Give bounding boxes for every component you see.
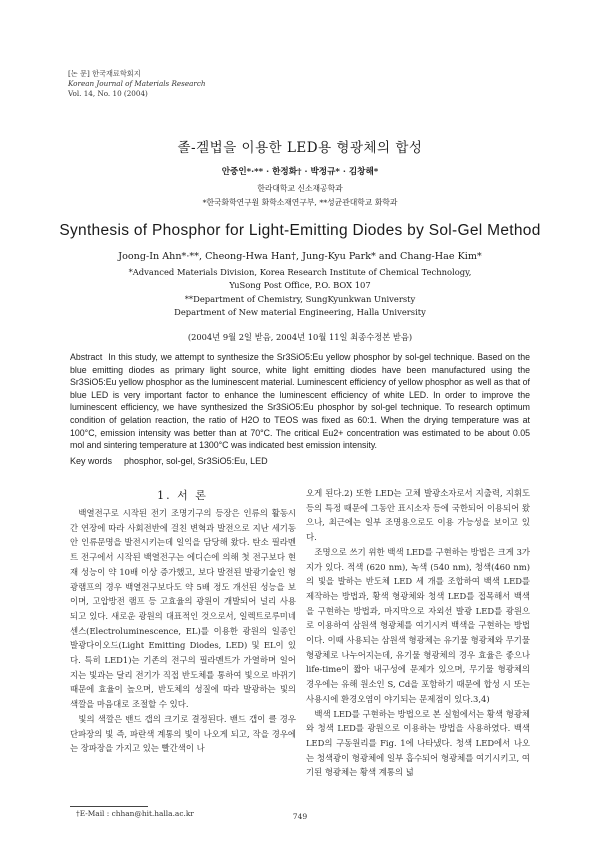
affiliation-kr-line: *한국화학연구원 화학소재연구부, **성균관대학교 화학과 <box>202 197 398 207</box>
abstract-text: In this study, we attempt to synthesize the Sr3SiO5:Eu yellow phosphor by sol-gel technique. Based on the blue emitting diodes as primary light source, white light emitting diodes have been manufactured using the Sr3SiO5:Eu yellow phosphor as the luminescent material. Luminescent efficiency of yellow phosphor as well as that of blue LED is very important factor to enhance the luminescent efficiency of white LED. In order to improve the luminescent efficiency, we have synthesized the Sr3SiO5:Eu phosphor by sol-gel technique. To research optimum condition of gelation reaction, the ratio of H2O to TEOS was fixed as 60:1. When the drying temperature was at 100°C, emission intensity was better than at 70°C. The critical Eu2+ concentration was estimated to be about 0.05 mol and sintering temperature at 1300°C was indicated best emission intensity. <box>70 352 530 451</box>
section-heading-introduction: 1. 서 론 <box>157 489 208 502</box>
body-paragraph: 백색 LED를 구현하는 방법으로 본 실험에서는 황색 형광체와 청색 LED를 광원으로 이용하는 방법을 사용하였다. 백색 LED의 구동원리를 Fig. 1에 나타냈다. 청색 LED에서 나오는 청색광이 형광체에 일부 흡수되어 형광체를 여기시키고, 여기된 형광체는 황색 계통의 넓 <box>306 708 530 778</box>
journal-line-en: Korean Journal of Materials Research <box>68 79 206 88</box>
affiliations-kr <box>0 182 600 209</box>
journal-header <box>68 69 206 99</box>
abstract <box>70 351 530 452</box>
body-column-left <box>70 506 296 756</box>
paper-title-kr: 졸-겔법을 이용한 LED용 형광체의 합성 <box>177 140 423 156</box>
authors-kr: 안중인*·** · 한정화† · 박정규* · 김창해* <box>221 167 379 177</box>
body-paragraph: 빛의 색깔은 밴드 갭의 크기로 결정된다. 밴드 갭이 클 경우 단파장의 빛 즉, 파란색 계통의 빛이 나오게 되고, 작을 경우에는 장파장을 가지고 있는 빨간색이 나 <box>70 713 296 754</box>
authors-en: Joong-In Ahn*·**, Cheong-Hwa Han†, Jung-Kyu Park* and Chang-Hae Kim* <box>118 251 482 262</box>
abstract-label: Abstract <box>70 352 103 362</box>
body-paragraph: 백열전구로 시작된 전기 조명기구의 등장은 인류의 활동시간 연장에 따라 사회전반에 걸친 변혁과 발전으로 지난 세기동안 인류문명을 발전시키는데 일익을 담당해 왔다. 탄소 필라멘트 전구에서 시작된 백열전구는 에디슨에 의해 첫 전구보다 현재 성능이 약 10배 이상 증가했고, 보다 발전된 발광기술인 형광램프의 경우 백열전구보다도 약 5배 정도 개선된 성능을 보이며, 고압방전 램프 등 고효율의 광원이 개발되어 널리 사용되고 있다. 새로운 광원의 대표적인 것으로서, 일렉트로루미네센스(Electroluminescence, EL)를 이용한 광원의 일종인 발광다이오드(Light Emitting Diodes, LED) 및 EL이 있다. 특히 LED1)는 기존의 전구의 필라멘트가 가열하며 일어지는 빛과는 달리 전기가 직접 반도체를 통하여 빛으로 바뀌기 때문에 효율이 높으며, 반도체의 성질에 따라 발광하는 빛의 색깔을 마음대로 조절할 수 있다. <box>70 508 296 710</box>
footnote-email: †E-Mail : chhan@hit.halla.ac.kr <box>76 809 194 818</box>
journal-line-kr: [논 문] 한국재료학회지 <box>68 69 141 78</box>
affiliation-kr-line: 한라대학교 신소재공학과 <box>257 184 343 193</box>
affiliation-en-line: YuSong Post Office, P.O. BOX 107 <box>229 280 371 291</box>
keywords-text: phosphor, sol-gel, Sr3SiO5:Eu, LED <box>124 456 268 466</box>
body-paragraph: 조명으로 쓰기 위한 백색 LED를 구현하는 방법은 크게 3가지가 있다. 적색 (620 nm), 녹색 (540 nm), 청색(460 nm)의 빛을 발하는 반도체 LED 세 개를 조합하여 백색 LED를 제작하는 방법과, 황색 형광체와 청색 LED를 접목해서 백색을 구현하는 방법과, 마지막으로 자외선 발광 LED를 광원으로 이용하여 삼원색 형광체를 여기시켜 백색을 구현하는 방법이다. 이때 사용되는 삼원색 형광체는 유기물 형광체와 무기물 형광체로 나누어지는데, 유기물 형광체의 경우 효율은 좋으나 life-time이 짧아 내구성에 문제가 있으며, 무기물 형광체의 경우에는 유해 원소인 S, Cd을 포함하기 때문에 합성 시 또는 사용시에 환경오염이 야기되는 문제점이 있다.3,4) <box>306 546 530 704</box>
body-paragraph: 오게 된다.2) 또한 LED는 고체 발광소자로서 지출력, 지휘도 등의 특정 때문에 그동안 표시소자 등에 국한되어 이용되어 왔으나, 최근에는 일부 조명용으로도 이용 가능성을 보이고 있다. <box>306 488 530 543</box>
page-number: 749 <box>292 812 308 821</box>
keywords <box>70 456 530 466</box>
affiliation-en-line: **Department of Chemistry, SungKyunkwan Universty <box>184 293 416 304</box>
body-column-right <box>306 486 530 780</box>
paper-title-en: Synthesis of Phosphor for Light-Emitting Diodes by Sol-Gel Method <box>59 222 541 239</box>
journal-volume: Vol. 14, No. 10 (2004) <box>68 89 148 98</box>
affiliations-en <box>0 266 600 320</box>
received-dates: (2004년 9월 2일 받음, 2004년 10월 11일 최종수정본 받음) <box>187 332 413 342</box>
keywords-label: Key words <box>70 456 113 466</box>
footnote-rule <box>70 806 148 807</box>
affiliation-en-line: *Advanced Materials Division, Korea Research Institute of Chemical Technology, <box>128 267 472 277</box>
affiliation-en-line: Department of New material Engineering, Halla University <box>174 307 426 318</box>
